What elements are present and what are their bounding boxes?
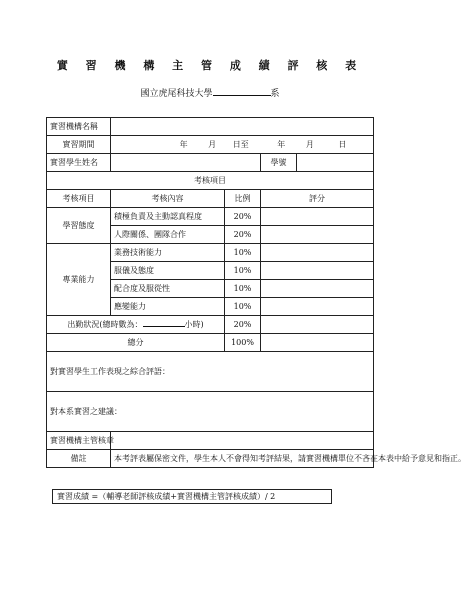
- seal-field[interactable]: [111, 432, 374, 450]
- total-row: [47, 334, 374, 352]
- note-text: 本考評表屬保密文件，學生本人不會得知考評結果，請實習機構單位不吝在本表中給予意見和指正。: [111, 450, 374, 468]
- criterion-content: 配合度及服從性: [111, 280, 225, 298]
- criterion-content: 服儀及態度: [111, 262, 225, 280]
- score-field[interactable]: [261, 244, 374, 262]
- attendance-row: [47, 316, 374, 334]
- period-day-to: 日至: [232, 140, 249, 149]
- department-blank[interactable]: [213, 87, 271, 96]
- period-day2: 日: [338, 140, 347, 149]
- student-id-label: 學號: [261, 154, 297, 172]
- period-year: 年: [179, 140, 188, 149]
- note-label: 備註: [47, 450, 111, 468]
- student-name-field[interactable]: [111, 154, 261, 172]
- seal-label: 實習機構主管核章: [47, 432, 111, 450]
- table-row: [47, 244, 374, 262]
- score-field[interactable]: [261, 298, 374, 316]
- table-row: [47, 208, 374, 226]
- period-label: 實習期間: [47, 136, 111, 154]
- criterion-content: 業務技術能力: [111, 244, 225, 262]
- score-field[interactable]: [261, 226, 374, 244]
- suggestion-label: 對本系實習之建議：: [50, 407, 122, 416]
- period-field[interactable]: [111, 136, 374, 154]
- school-name: 國立虎尾科技大學: [140, 89, 213, 99]
- suggestion-field[interactable]: [47, 392, 374, 432]
- attendance-ratio: 20%: [225, 316, 261, 334]
- header-score: 評分: [261, 190, 374, 208]
- score-field[interactable]: [261, 262, 374, 280]
- section-title: 考核項目: [47, 172, 374, 190]
- final-score-formula: 實習成績 =（輔導老師評核成績+實習機構主管評核成績）/ 2: [52, 489, 332, 504]
- org-name-field[interactable]: [111, 118, 374, 136]
- header-item: 考核項目: [47, 190, 111, 208]
- form-title: 實 習 機 構 主 管 成 績 評 核 表: [56, 59, 364, 72]
- criterion-ratio: 10%: [225, 280, 261, 298]
- criterion-ratio: 10%: [225, 244, 261, 262]
- comment-field[interactable]: [47, 352, 374, 392]
- total-label: 總分: [47, 334, 225, 352]
- total-ratio: 100%: [225, 334, 261, 352]
- period-year2: 年: [277, 140, 286, 149]
- criterion-content: 應變能力: [111, 298, 225, 316]
- attitude-label: 學習態度: [47, 208, 111, 244]
- criterion-ratio: 10%: [225, 262, 261, 280]
- student-id-field[interactable]: [297, 154, 374, 172]
- attendance-suffix: 小時): [184, 320, 204, 329]
- period-month2: 月: [305, 140, 314, 149]
- header-ratio: 比例: [225, 190, 261, 208]
- school-line: [0, 86, 420, 99]
- criterion-content: 積極負責及主動認真程度: [111, 208, 225, 226]
- attendance-label: [47, 316, 225, 334]
- total-score-field[interactable]: [261, 334, 374, 352]
- criterion-ratio: 20%: [225, 208, 261, 226]
- attendance-hours-blank[interactable]: [143, 319, 185, 327]
- header-content: 考核內容: [111, 190, 225, 208]
- score-field[interactable]: [261, 208, 374, 226]
- score-field[interactable]: [261, 280, 374, 298]
- evaluation-table: [46, 117, 466, 468]
- criterion-content: 人際關係、團隊合作: [111, 226, 225, 244]
- score-field[interactable]: [261, 316, 374, 334]
- attendance-prefix: 出勤狀況(總時數為：: [67, 320, 143, 329]
- comment-label: 對實習學生工作表現之綜合評語：: [50, 367, 170, 376]
- org-name-label: 實習機構名稱: [47, 118, 111, 136]
- criterion-ratio: 20%: [225, 226, 261, 244]
- ability-label: 專業能力: [47, 244, 111, 316]
- criterion-ratio: 10%: [225, 298, 261, 316]
- student-name-label: 實習學生姓名: [47, 154, 111, 172]
- department-suffix: 系: [270, 89, 280, 99]
- period-month: 月: [208, 140, 217, 149]
